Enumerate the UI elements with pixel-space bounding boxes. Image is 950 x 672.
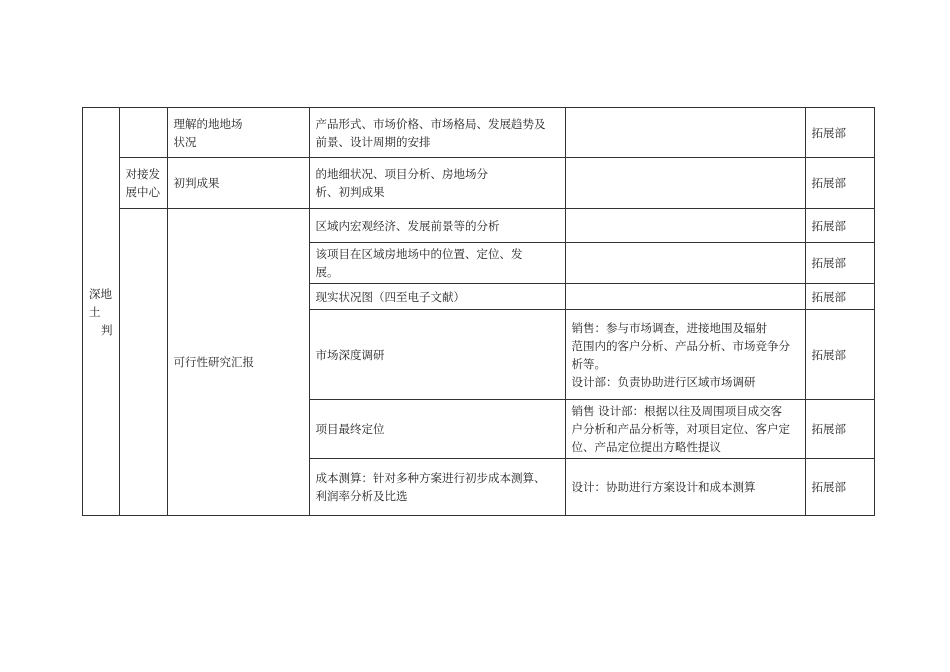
coop-cell (565, 243, 805, 284)
coop-cell: 销售：参与市场调查，进接地围及辐射 范围内的客户分析、产品分析、市场竞争分 析等。 设计部：负责协助进行区域市场调研 (565, 310, 805, 400)
item-cell: 初判成果 (167, 158, 309, 209)
table-row (83, 158, 875, 209)
content-cell: 现实状况图（四至电子文献） (309, 284, 565, 310)
coop-cell (565, 158, 805, 209)
dept-cell: 拓展部 (805, 284, 874, 310)
coop-cell (565, 209, 805, 243)
table-row (83, 108, 875, 158)
dept-cell: 拓展部 (805, 400, 874, 459)
dept-cell: 拓展部 (805, 243, 874, 284)
stage-cell (83, 108, 120, 516)
content-cell: 市场深度调研 (309, 310, 565, 400)
content-cell: 的地细状况、项目分析、房地场分 析、初判成果 (309, 158, 565, 209)
coop-cell (565, 284, 805, 310)
content-cell: 该项目在区域房地场中的位置、定位、发 展。 (309, 243, 565, 284)
content-cell: 区域内宏观经济、发展前景等的分析 (309, 209, 565, 243)
center-cell (119, 108, 167, 158)
table-row (83, 209, 875, 243)
dept-cell: 拓展部 (805, 108, 874, 158)
content-cell: 项目最终定位 (309, 400, 565, 459)
dept-cell: 拓展部 (805, 310, 874, 400)
plan-table (82, 107, 875, 516)
coop-cell: 销售 设计部：根据以往及周围项目成交客 户分析和产品分析等，对项目定位、客户定 位、产品定位提出方略性提议 (565, 400, 805, 459)
center-cell: 对接发 展中心 (119, 158, 167, 209)
stage-label: 深地土 判 (89, 286, 113, 337)
coop-cell (565, 108, 805, 158)
dept-cell: 拓展部 (805, 459, 874, 516)
center-cell (119, 209, 167, 516)
report-label: 可行性研究汇报 (167, 209, 309, 516)
coop-cell: 设计：协助进行方案设计和成本测算 (565, 459, 805, 516)
content-cell: 产品形式、市场价格、市场格局、发展趋势及 前景、设计周期的安排 (309, 108, 565, 158)
dept-cell: 拓展部 (805, 158, 874, 209)
content-cell: 成本测算：针对多种方案进行初步成本测算、 利润率分析及比选 (309, 459, 565, 516)
dept-cell: 拓展部 (805, 209, 874, 243)
item-cell: 理解的地地场 状况 (167, 108, 309, 158)
